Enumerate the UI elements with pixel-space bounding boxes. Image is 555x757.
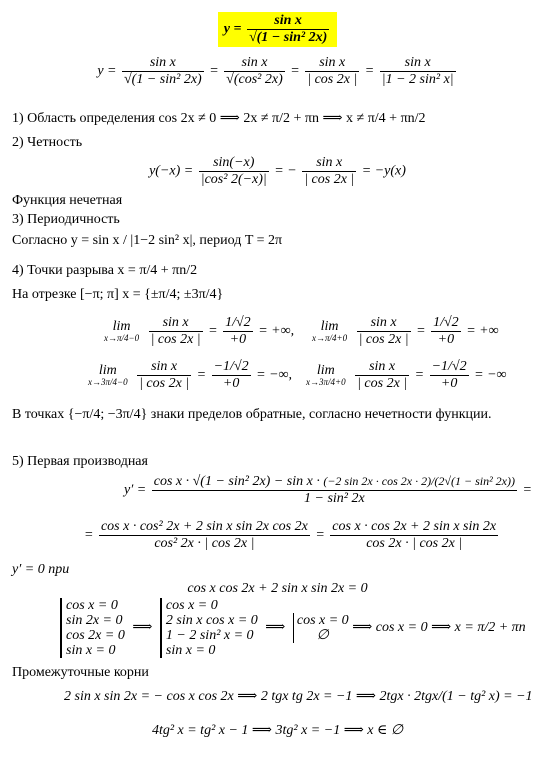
zero-condition: y′ = 0 при: [12, 562, 70, 577]
symmetry-note: В точках {−π/4; −3π/4} знаки пределов обратные, согласно нечетности функции.: [12, 407, 492, 422]
system-result: ⟹ cos x = 0 ⟹ x = π/2 + πn: [352, 620, 526, 636]
period-text: Согласно y = sin x / |1−2 sin² x|, период T = 2π: [12, 233, 283, 248]
limit-3: lim x→3π/4−0 $\frac{\text{sin x}}{| \cos 2x |}$ = $\frac{-1/√2}{+0}$ = −∞,: [88, 359, 293, 391]
parity-equation: y(−x) = $\frac{\sin(-x)}{\text{|cos² 2(−x)|}}$ = − $\frac{\text{sin x}}{| \cos 2x |}$ = −y(x): [149, 155, 406, 187]
limit-2: lim x→π/4+0 $\frac{\text{sin x}}{| \cos 2x |}$ = $\frac{1/√2}{+0}$ = +∞: [312, 315, 499, 347]
title-formula-row: [0, 12, 555, 47]
systems-row: cos x = 0 sin 2x = 0 cos 2x = 0 sin x = 0 ⟹ cos x = 0 2 sin x cos x = 0 1 − 2 sin² x = 0 sin x = 0 ⟹ cos x = 0 ∅ ⟹ cos x = 0 ⟹ x = π/2 + πn: [60, 598, 526, 658]
zero-equation: cos x cos 2x + 2 sin x sin 2x = 0: [187, 581, 368, 596]
intermediate-equation-2: 4tg² x = tg² x − 1 ⟹ 3tg² x = −1 ⟹ x ∈ ∅: [151, 723, 404, 738]
interval-text: На отрезке [−π; π] x = {±π/4; ±3π/4}: [12, 287, 224, 302]
title-formula: y = $\frac{\text{sin x}}{\text{√(1 − sin² 2x)}}$: [218, 12, 338, 47]
limit-4: lim x→3π/4+0 $\frac{\text{sin x}}{| \cos 2x |}$ = $\frac{-1/√2}{+0}$ = −∞: [306, 359, 507, 391]
section-domain: 1) Область определения cos 2x ≠ 0 ⟹ 2x ≠ π/2 + πn ⟹ x ≠ π/4 + πn/2: [12, 111, 426, 126]
section-periodicity: 3) Периодичность: [12, 212, 120, 227]
section-discontinuity: 4) Точки разрыва x = π/4 + πn/2: [12, 263, 198, 278]
section-derivative: 5) Первая производная: [12, 454, 148, 469]
system-2: cos x = 0 2 sin x cos x = 0 1 − 2 sin² x = 0 sin x = 0: [160, 598, 258, 658]
intermediate-equation-1: 2 sin x sin 2x = − cos x cos 2x ⟹ 2 tgx tg 2x = −1 ⟹ 2tgx · 2tgx/(1 − tg² x) = −1: [64, 689, 533, 704]
system-3: cos x = 0 ∅: [293, 613, 349, 643]
rewrite-equation: y = $\frac{\text{sin x}}{\text{√(1 − sin² 2x)}}$ = $\frac{\text{sin x}}{\text{√(cos² 2x)}}$ = $\frac{\text{sin x}}{| \cos 2x |}$ = $\frac{\text{sin x}}{\text{|1 − 2 sin² x|}}$: [97, 55, 454, 87]
odd-function-text: Функция нечетная: [12, 193, 123, 208]
derivative-line-2: = $\frac{\text{cos x · cos² 2x + 2 sin x sin 2x cos 2x}}{\text{cos² 2x · | cos 2x |}}$ = $\frac{\text{cos x · cos 2x + 2 sin x sin 2x}}{\cos 2x \cdot | \cos 2x |}$: [84, 519, 497, 551]
intermediate-roots-label: Промежуточные корни: [12, 665, 149, 680]
limit-1: lim x→π/4−0 $\frac{\text{sin x}}{| \cos 2x |}$ = $\frac{1/√2}{+0}$ = +∞,: [104, 315, 295, 347]
system-1: cos x = 0 sin 2x = 0 cos 2x = 0 sin x = 0: [60, 598, 125, 658]
derivative-line-1: y′ = cos x · √(1 − sin² 2x) − sin x · (−2 sin 2x · cos 2x · 2)/(2√(1 − sin² 2x)) 1 − sin² 2x =: [124, 474, 532, 506]
section-parity: 2) Четность: [12, 135, 83, 150]
